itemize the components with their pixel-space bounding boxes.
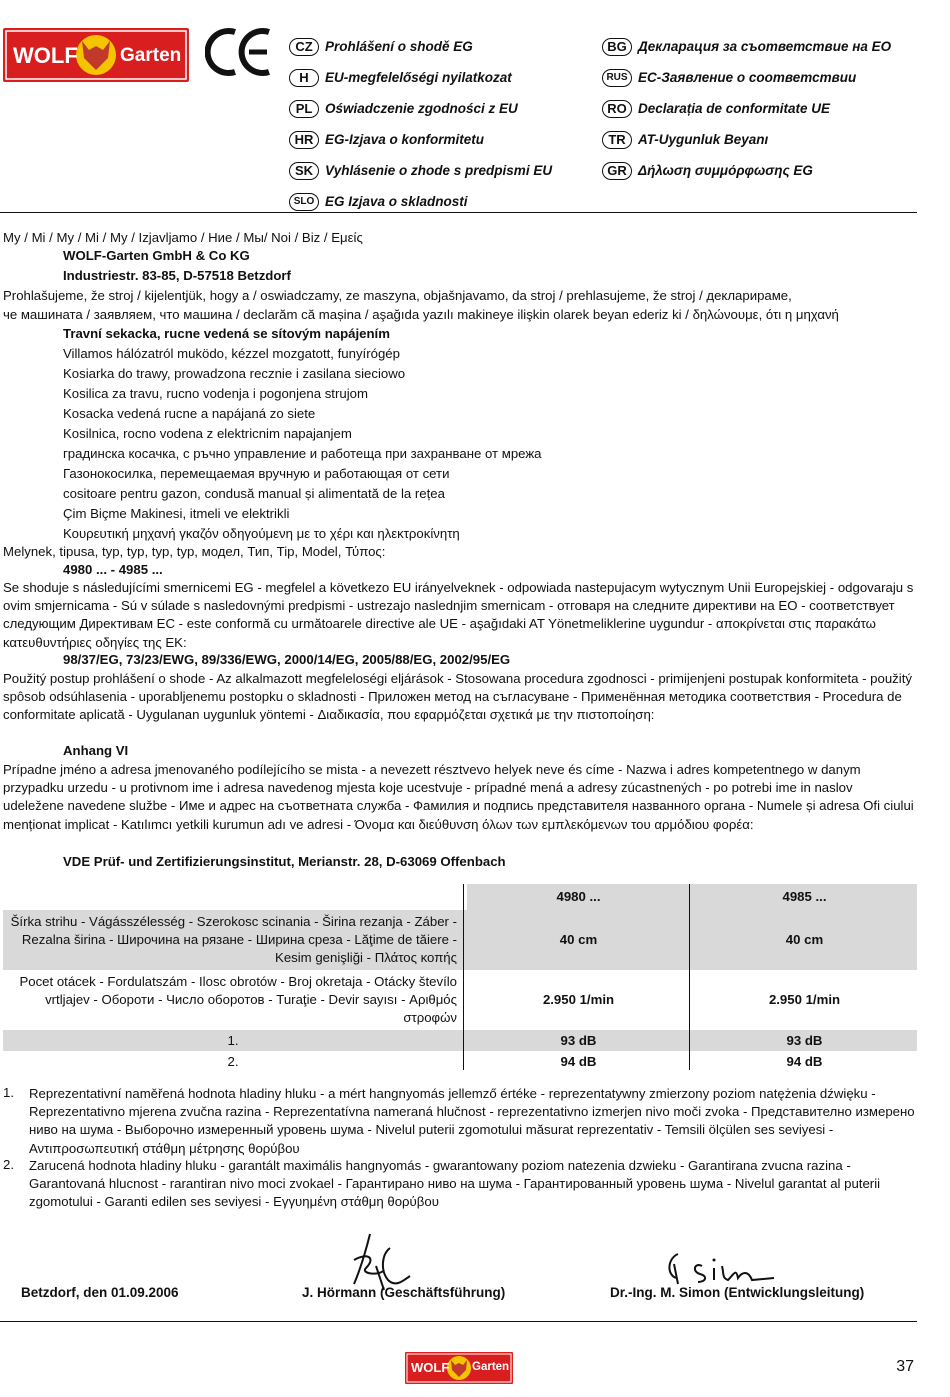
machine-name: Kosiarka do trawy, prowadzona recznie i zasilana sieciowo: [63, 366, 406, 381]
language-code: RO: [602, 100, 632, 118]
place-date: Betzdorf, den 01.09.2006: [21, 1285, 179, 1300]
declare-line-1: Prohlašujeme, že stroj / kijelentjük, hogy a / oswiadczamy, ze maszyna, objašnjavamo, da stroj / prehlasujeme, že stroj / декларираме,: [3, 288, 792, 303]
footer-divider: [0, 1321, 917, 1322]
company-name: WOLF-Garten GmbH & Co KG: [63, 248, 250, 263]
language-row: [289, 93, 552, 124]
directives-value: 98/37/EG, 73/23/EWG, 89/336/EWG, 2000/14/EG, 2005/88/EG, 2002/95/EG: [63, 652, 511, 667]
language-code: SK: [289, 162, 319, 180]
table-row: [3, 1030, 917, 1051]
language-code: RUS: [602, 69, 632, 87]
row-value: 2.950 1/min: [542, 992, 615, 1007]
language-code: GR: [602, 162, 632, 180]
row-value: 40 cm: [785, 932, 824, 947]
row-label: 1.: [227, 1032, 239, 1048]
wolf-garten-logo-footer: [405, 1352, 513, 1384]
notified-body-value: VDE Prüf- und Zertifizierungsinstitut, Merianstr. 28, D-63069 Offenbach: [63, 854, 506, 869]
model-label: Melynek, tipusa, typ, typ, typ, typ, модел, Тип, Tip, Model, Τύπος:: [3, 544, 386, 559]
language-title: AT-Uygunluk Beyanı: [638, 132, 769, 147]
language-row: [602, 155, 891, 186]
row-value: 2.950 1/min: [768, 992, 841, 1007]
machine-name: Газонокосилка, перемещаемая вручную и работающая от сети: [63, 466, 450, 481]
language-row: [289, 62, 552, 93]
table-header-row: [3, 884, 917, 910]
signature-simon: [662, 1244, 782, 1291]
note-number: 2.: [3, 1157, 14, 1172]
logo-text-garten: Garten: [472, 1361, 510, 1373]
machine-name: Κουρευτική μηχανή γκαζόν οδηγούμενη με το χέρι και ηλεκτροκίνητη: [63, 526, 460, 541]
declare-line-2: че машината / заявляем, что машина / declarăm că mașina / aşağıda yazılı makineye ilişkin olarek beyan ederiz ki / δηλώνουμε, ότι η μηχανή: [3, 307, 839, 322]
machine-name: Kosilnica, rocno vodena z elektricnim napajanjem: [63, 426, 352, 441]
machine-name: Kosacka vedená rucne a napájaná zo siete: [63, 406, 316, 421]
note-text: Zarucená hodnota hladiny hluku - garantált maximális hangnyomás - gwarantowany poziom natezenia dzwieku - Garantirana zvucna razina - Garantovaná hlucnost - rarantiran nivo moci zvokael - Гарантирано ниво на шума - Гарантированный уровень шума - Nivelul garantat al puterii zgomotului - Garanti edilen ses seviyesi - Εγγυημένη στάθμη θορύβου: [29, 1158, 881, 1210]
language-row: [289, 155, 552, 186]
language-title: Vyhlásenie o zhode s predpismi EU: [325, 163, 553, 178]
language-code: SLO: [289, 193, 319, 211]
logo-text-wolf: WOLF: [411, 1360, 450, 1375]
language-list-right: [602, 31, 891, 186]
table-divider: [689, 884, 690, 1070]
machine-name: градинска косачка, с ръчно управление и работеща при захранване от мрежа: [63, 446, 542, 461]
signer-hoermann: J. Hörmann (Geschäftsführung): [302, 1285, 506, 1300]
language-title: Prohlášení o shodě EG: [325, 39, 473, 54]
ce-mark: [205, 26, 275, 78]
model-value: 4980 ... - 4985 ...: [63, 562, 163, 577]
wolf-garten-logo: [3, 28, 189, 82]
language-title: EG Izjava o skladnosti: [325, 194, 468, 209]
machine-name: Çim Biçme Makinesi, itmeli ve elektrikli: [63, 506, 290, 521]
language-row: [602, 62, 891, 93]
table-row: [3, 970, 917, 1030]
row-label: 2.: [227, 1053, 239, 1069]
machine-name: Villamos hálózatról muködo, kézzel mozgatott, funyírógép: [63, 346, 400, 361]
logo-text-wolf: WOLF: [13, 43, 78, 68]
language-title: EG-Izjava o konformitetu: [325, 132, 485, 147]
language-title: Декларация за съответствие на ЕО: [638, 39, 892, 54]
procedure-text: Použitý postup prohlášení o shode - Az alkalmazott megfeleloségi eljárások - Stosowana procedura zgodnosci - primijenjeni postupak konformiteta - použitý spôsob odsúhlasenia - uporabljenemu postopku o skladnosti - Приложен метод на съгласуване - Применённая методика соответствия - Procedura de conformitate aplicată - Uygulanan uygunluk yöntemi - Διαδικασία, που εφαρμόζεται σχετικά με την πιστοποίηση:: [3, 671, 912, 723]
language-code: PL: [289, 100, 319, 118]
row-value: 40 cm: [559, 932, 598, 947]
language-title: Oświadczenie zgodności z EU: [325, 101, 518, 116]
language-title: Δήλωση συμμόρφωσης EG: [638, 163, 813, 178]
language-row: [289, 124, 552, 155]
language-title: Declarația de conformitate UE: [638, 101, 831, 116]
language-row: [602, 124, 891, 155]
language-title: EU-megfelelőségi nyilatkozat: [325, 70, 512, 85]
language-code: H: [289, 69, 319, 87]
signer-simon: Dr.-Ing. M. Simon (Entwicklungsleitung): [610, 1285, 865, 1300]
page-number: 37: [896, 1358, 914, 1375]
table-row: [3, 1051, 917, 1072]
language-row: [602, 31, 891, 62]
column-header: 4980 ...: [556, 889, 601, 904]
language-list-left: [289, 31, 552, 217]
header-divider: [0, 212, 917, 213]
language-title: ЕС-Заявление о соответствии: [638, 70, 857, 85]
note-text: Reprezentativní naměřená hodnota hladiny hluku - a mért hangnyomás jellemző értéke - reprezentatywny zmierzony poziom natężenia dźwięku - Reprezentativno mjerena zvučna razina - Reprezentatívna nameraná hlučnost - reprezentativno izmerjen nivo moči zvoka - Представително измерено ниво на шума - Выборочно измеренный уровень шума - Nivelul puterii zgomotului măsurat reprezentativ - Temsili ölçülen ses seviyesi - Αντιπροσωπευτική στάθμη μέτρησης θορύβου: [29, 1086, 915, 1156]
machine-name-bold: Travní sekacka, rucne vedená se sítovým napájením: [63, 326, 390, 341]
directives-text: Se shoduje s následujícími smernicemi EG - megfelel a következo EU irányelveknek - odpowiada nastepujacym wytycznym Unii Europejskiej - odgovaraju s ovim smjernicama - Sú v súlade s nasledovnými predpismi - ustrezajo naslednjim smernicam - отговаря на следните директиви на ЕО - соответствует следующим Директивам ЕС - este conformă cu următoarele directive ale UE - aşağıdaki AT Yönetmeliklerine uygundur - αποκρίνεται στις παρακάτω κατευθυντήριες οδηγίες της ΕΚ:: [3, 580, 914, 650]
row-value: 93 dB: [786, 1032, 823, 1048]
column-header: 4985 ...: [782, 889, 827, 904]
note-number: 1.: [3, 1085, 14, 1100]
row-label: Pocet otácek - Fordulatszám - Ilosc obrotów - Broj okretaja - Otácky števílo vrtljajev - Обороти - Число оборотов - Turaţie - Devir sayısı - Αριθμός στροφών: [19, 974, 457, 1025]
row-value: 94 dB: [560, 1053, 597, 1069]
logo-text-garten: Garten: [120, 45, 182, 66]
machine-name: cositoare pentru gazon, condusă manual și alimentată de la rețea: [63, 486, 445, 501]
table-divider: [463, 884, 464, 1070]
procedure-value: Anhang VI: [63, 743, 129, 758]
machine-name: Kosilica za travu, rucno vodenja i pogonjena strujom: [63, 386, 368, 401]
notified-body-text: Prípadne jméno a adresa jmenovaného podílejícího se mista - a nevezett résztvevo helyek neve és címe - Nazwa i adres kompetentnego w danym przypadku urzedu - u protivnom ime i adresa navedenog mjesta koje ucestvuje - prípadné mená a adresy zúcastnených - po potrebi ime in naslov udeleženе navedene službe - Име и адрес на съответната служба - Фамилия и подпись представителя названного органа - Numele și adresa Ofi ciului menționat implicat - Katılımcı yetkili kurumun adı ve adresi - Όνομα και διεύθυνση όλων των εμπλεκόμενων του αρμόδιου φορέα:: [3, 762, 914, 832]
we-line: My / Mi / My / Mi / My / Izjavljamo / Ние / Мы/ Noi / Biz / Εμείς: [3, 230, 363, 245]
language-row: [602, 93, 891, 124]
language-code: HR: [289, 131, 319, 149]
language-code: BG: [602, 38, 632, 56]
table-row: [3, 910, 917, 970]
language-code: CZ: [289, 38, 319, 56]
row-label: Šírka strihu - Vágásszélesség - Szerokosc scinania - Širina rezanja - Záber - Rezalna širina - Широчина на рязане - Ширина среза - Lăţime de tăiere - Kesim genişliği - Πλάτος κοπής: [10, 914, 457, 965]
language-row: [289, 31, 552, 62]
row-value: 94 dB: [786, 1053, 823, 1069]
language-code: TR: [602, 131, 632, 149]
row-value: 93 dB: [560, 1032, 597, 1048]
company-address: Industriestr. 83-85, D-57518 Betzdorf: [63, 268, 291, 283]
